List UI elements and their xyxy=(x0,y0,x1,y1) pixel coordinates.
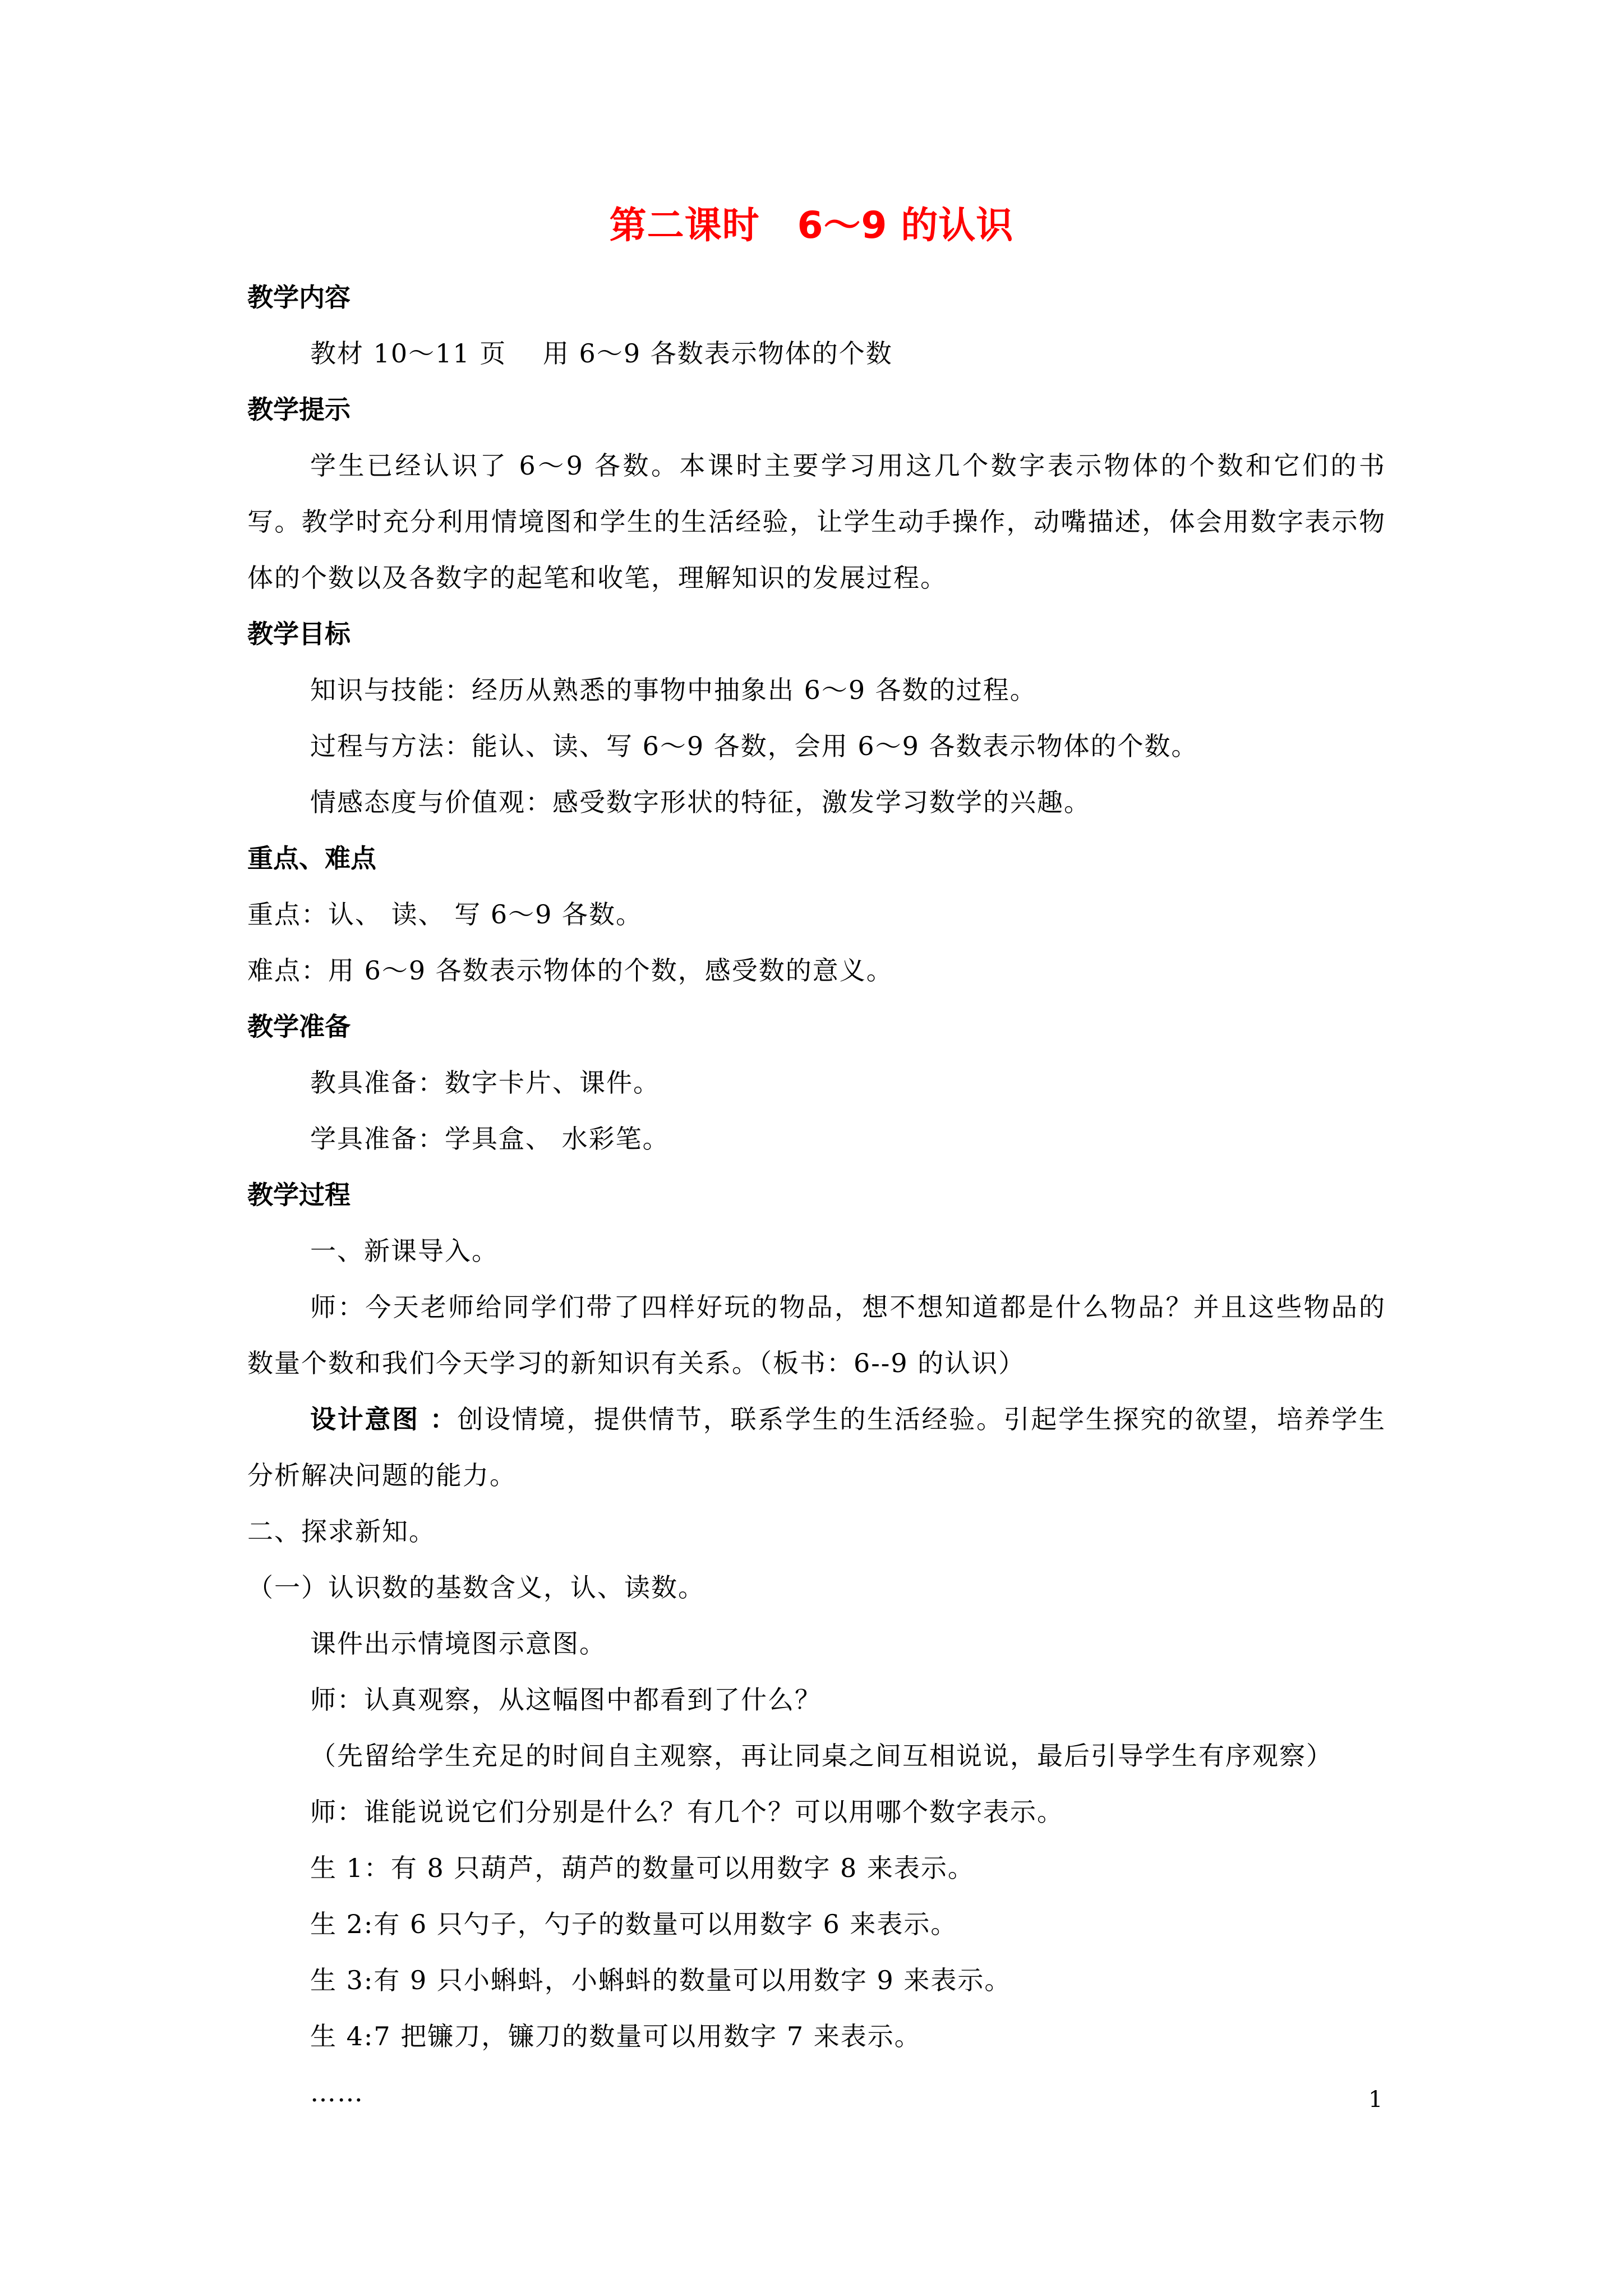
page-number: 1 xyxy=(1368,2087,1383,2113)
process-line: 课件出示情境图示意图。 xyxy=(310,1628,606,1659)
design-intent-text: 创设情境，提供情节，联系学生的生活经验。引起学生探究的欲望，培养学生分析解决问题的能力。 xyxy=(247,1404,1386,1490)
design-intent-label: 设计意图 ： xyxy=(310,1404,458,1434)
key-point-line: 重点：认、 读、 写 6～9 各数。 xyxy=(247,899,643,930)
section-heading-key-points: 重点、难点 xyxy=(247,843,376,873)
process-step-1: 一、新课导入。 xyxy=(310,1236,499,1266)
teacher-materials: 教具准备：数字卡片、课件。 xyxy=(310,1068,660,1098)
section-heading-preparation: 教学准备 xyxy=(247,1011,351,1042)
process-line: 生 3:有 9 只小蝌蚪，小蝌蚪的数量可以用数字 9 来表示。 xyxy=(310,1965,1012,1995)
process-line: 生 1：有 8 只葫芦，葫芦的数量可以用数字 8 来表示。 xyxy=(310,1853,975,1883)
page-title: 第二课时 6～9 的认识 xyxy=(609,204,1014,247)
goal-knowledge: 知识与技能：经历从熟悉的事物中抽象出 6～9 各数的过程。 xyxy=(310,675,1037,705)
difficulty-line: 难点：用 6～9 各数表示物体的个数，感受数的意义。 xyxy=(247,955,893,986)
teacher-intro-paragraph: 师：今天老师给同学们带了四样好玩的物品，想不想知道都是什么物品？并且这些物品的数量个数和我们今天学习的新知识有关系。（板书：6--9 的认识） xyxy=(247,1292,1386,1378)
process-ellipsis: …… xyxy=(310,2077,364,2108)
section-heading-content: 教学内容 xyxy=(247,282,351,312)
process-step-2: 二、探求新知。 xyxy=(247,1516,436,1547)
goal-attitude: 情感态度与价值观：感受数字形状的特征，激发学习数学的兴趣。 xyxy=(310,787,1091,817)
process-line: 师：谁能说说它们分别是什么？有几个？可以用哪个数字表示。 xyxy=(310,1797,1064,1827)
process-line: 生 2:有 6 只勺子，勺子的数量可以用数字 6 来表示。 xyxy=(310,1909,958,1939)
design-intent-paragraph xyxy=(247,1391,1386,1503)
section-heading-process: 教学过程 xyxy=(247,1180,351,1210)
process-line: （先留给学生充足的时间自主观察，再让同桌之间互相说说，最后引导学生有序观察） xyxy=(310,1741,1333,1771)
process-sub-1: （一）认识数的基数含义，认、读数。 xyxy=(247,1572,705,1603)
hint-paragraph: 学生已经认识了 6～9 各数。本课时主要学习用这几个数字表示物体的个数和它们的书写。教学时充分利用情境图和学生的生活经验，让学生动手操作，动嘴描述，体会用数字表示物体的个数以及各数字的起笔和收笔，理解知识的发展过程。 xyxy=(247,450,1386,593)
process-line: 生 4:7 把镰刀，镰刀的数量可以用数字 7 来表示。 xyxy=(310,2021,921,2051)
process-line: 师：认真观察，从这幅图中都看到了什么？ xyxy=(310,1685,822,1715)
section-heading-hint: 教学提示 xyxy=(247,394,351,425)
content-line: 教材 10～11 页 用 6～9 各数表示物体的个数 xyxy=(310,338,893,369)
section-heading-goals: 教学目标 xyxy=(247,619,351,649)
student-materials: 学具准备：学具盒、 水彩笔。 xyxy=(310,1124,670,1154)
goal-process: 过程与方法：能认、读、写 6～9 各数，会用 6～9 各数表示物体的个数。 xyxy=(310,731,1198,761)
document-body xyxy=(247,269,1386,2120)
